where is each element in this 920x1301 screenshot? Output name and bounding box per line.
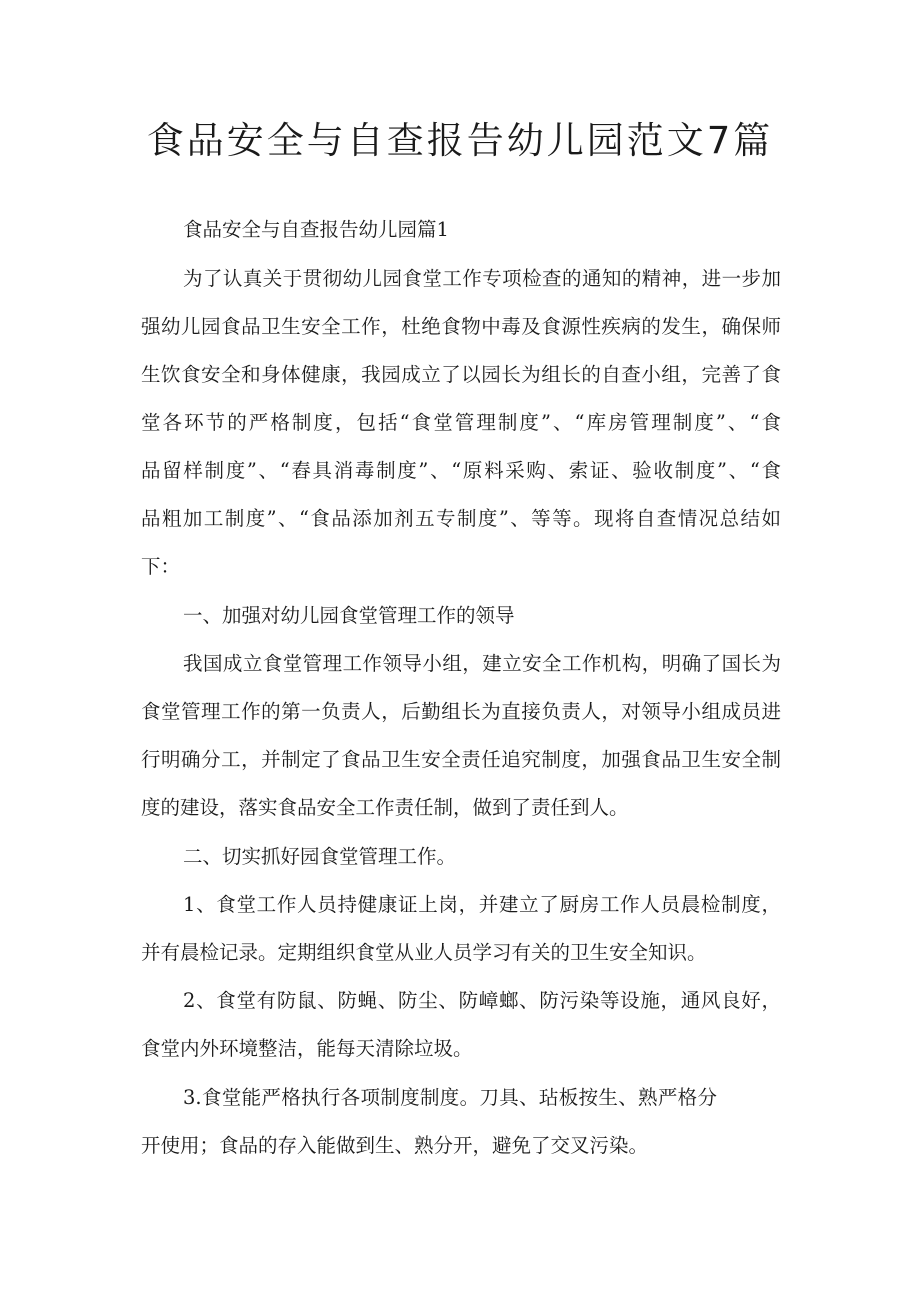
paragraph-line: 堂各环节的严格制度，包括“食堂管理制度”、“库房管理制度”、“食: [141, 411, 781, 434]
paragraph-line: 行明确分工，并制定了食品卫生安全责任追究制度，加强食品卫生安全制: [141, 748, 781, 771]
paragraph-line: 2、食堂有防鼠、防蝇、防尘、防嶂螂、防污染等设施，通风良好，: [183, 989, 781, 1012]
section-heading: 一、加强对幼儿园食堂管理工作的领导: [183, 604, 515, 627]
section-heading-1: 食品安全与自查报告幼儿园篇1: [183, 218, 449, 241]
paragraph-line: 为了认真关于贯彻幼儿园食堂工作专项检查的通知的精神，进一步加: [183, 267, 781, 290]
document-title: 食品安全与自查报告幼儿园范文7篇: [146, 119, 774, 162]
paragraph-line: 生饮食安全和身体健康，我园成立了以园长为组长的自查小组，完善了食: [141, 363, 781, 386]
paragraph-line: 1、食堂工作人员持健康证上岗，并建立了厨房工作人员晨检制度，: [183, 893, 781, 916]
paragraph-line: 食堂内外环境整洁，能每天清除垃圾。: [141, 1037, 473, 1060]
paragraph-line: 度的建设，落实食品安全工作责任制，做到了责任到人。: [141, 796, 629, 819]
paragraph-line: 品留样制度”、“舂具消毒制度”、“原料采购、索证、验收制度”、“食: [141, 459, 781, 482]
paragraph-line: 强幼儿园食品卫生安全工作，杜绝食物中毒及食源性疾病的发生，确保师: [141, 315, 781, 338]
paragraph-line: 我国成立食堂管理工作领导小组，建立安全工作机构，明确了国长为: [183, 652, 781, 675]
paragraph-line: 并有晨检记录。定期组织食堂从业人员学习有关的卫生安全知识。: [141, 941, 707, 964]
section-heading: 二、切实抓好园食堂管理工作。: [183, 845, 457, 868]
paragraph-line: 品粗加工制度”、“食品添加剂五专制度”、等等。现将自查情况总结如: [141, 507, 781, 530]
paragraph-line: 开使用；食品的存入能做到生、熟分开，避免了交叉污染。: [141, 1134, 649, 1157]
paragraph-line: 食堂管理工作的第一负责人，后勤组长为直接负责人，对领导小组成员进: [141, 700, 781, 723]
paragraph-line: 下：: [141, 555, 181, 578]
paragraph-line: 3.食堂能严格执行各项制度制度。刀具、玷板按生、熟严格分: [183, 1086, 717, 1109]
